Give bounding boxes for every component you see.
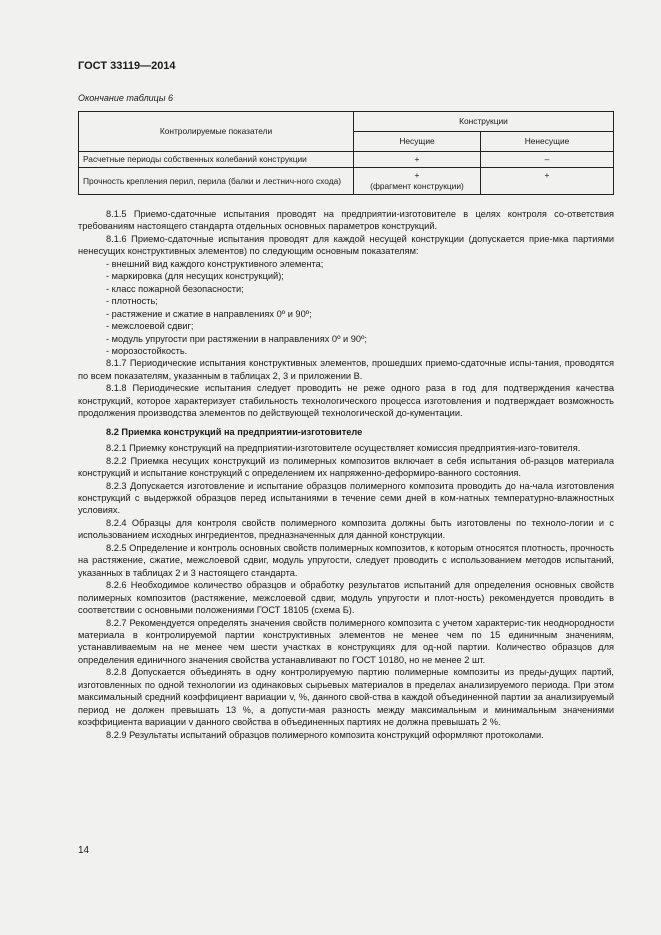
list-item: - модуль упругости при растяжении в направлениях 0º и 90º; xyxy=(106,333,367,344)
row-v1-mark: + xyxy=(414,170,420,180)
paragraph: 8.2.5 Определение и контроль основных свойств полимерных композитов, к которым относятся плотность, прочность на растяжение, сжатие, межслоевой сдвиг, модуль упругости, следует проводить с использованием методов испытаний, указанных в таблицах 2 и 3 настоящего стандарта. xyxy=(78,542,614,578)
list-item: - растяжение и сжатие в направлениях 0º и 90º; xyxy=(106,308,312,319)
section-heading: 8.2 Приемка конструкций на предприятии-изготовителе xyxy=(106,426,363,437)
table-row xyxy=(79,152,614,168)
paragraph: 8.1.8 Периодические испытания следует проводить не реже одного раза в год для подтверждения качества конструкций, которое характеризует стабильность технологического процесса изготовления и подтверждает возможность продолжения производства элементов по действующей технологической до-кументации. xyxy=(78,383,614,419)
list-item: - маркировка (для несущих конструкций); xyxy=(106,271,284,282)
list-item: - класс пожарной безопасности; xyxy=(106,283,244,294)
paragraph: 8.1.7 Периодические испытания конструктивных элементов, прошедших приемо-сдаточные испы-тания, проводятся по всем показателям, указанным в таблицах 2, 3 и приложении В. xyxy=(78,358,614,381)
row-v1-note: (фрагмент конструкции) xyxy=(370,181,464,191)
table-row xyxy=(79,168,614,195)
paragraph: 8.1.5 Приемо-сдаточные испытания проводят на предприятии-изготовителе в целях контроля со-ответствия требованиям настоящего стандарта отдельных основных параметров конструкций. xyxy=(78,209,614,232)
paragraph: 8.1.6 Приемо-сдаточные испытания проводят для каждой несущей конструкции (допускается прие-мка партиями ненесущих конструктивных элементов) по следующим основным показателям: xyxy=(78,233,614,257)
paragraph: 8.2.7 Рекомендуется определять значения свойств полимерного композита с учетом характерис-тик неоднородности материала в контролируемой партии конструктивных элементов не менее чем по 15 единичным значениям, устанавливаемым на не менее чем шести участках в конструкциях для од-ной партии. Количество образцов для определения единичного значения свойства устанавливают по ГОСТ 10180, но не менее 2 шт. xyxy=(78,617,614,665)
row-v2: + xyxy=(481,168,614,195)
list-item: - плотность; xyxy=(106,296,158,307)
list-item: - внешний вид каждого конструктивного элемента; xyxy=(106,258,324,269)
table-caption: Окончание таблицы 6 xyxy=(78,93,173,103)
document-header: ГОСТ 33119—2014 xyxy=(78,60,176,72)
header-group: Конструкции xyxy=(354,112,614,132)
page-number: 14 xyxy=(78,845,90,856)
body-text xyxy=(78,208,614,741)
header-param: Контролируемые показатели xyxy=(79,112,354,152)
list-item: - межслоевой сдвиг; xyxy=(106,321,194,332)
paragraph: 8.2.8 Допускается объединять в одну контролируемую партию полимерные композиты из преды-дущих партий, изготовленных по одной технологии из одинаковых сырьевых материалов в пределах анализируемого периода. При этом максимальный средний коэффициент вариации v, %, данного свой-ства в каждой объединенной партии за анализируемый период не должен превышать 13 %, а допусти-мая разность между максимальным и минимальным значениями коэффициента вариации v данного свойства в объединенных партиях не должна превышать 2 %. xyxy=(78,667,614,728)
paragraph: 8.2.2 Приемка несущих конструкций из полимерных композитов включает в себя испытания об-разцов материала конструкций и испытание конструкций с определением их напряженно-деформиро-ванного состояния. xyxy=(78,455,614,479)
paragraph: 8.2.1 Приемку конструкций на предприятии-изготовителе осуществляет комиссия предприятия-изго-товителя. xyxy=(106,443,581,454)
paragraph: 8.2.9 Результаты испытаний образцов полимерного композита конструкций оформляют протоколами. xyxy=(106,729,544,740)
row-v1: + xyxy=(354,152,481,168)
header-col1: Несущие xyxy=(354,132,481,152)
paragraph: 8.2.4 Образцы для контроля свойств полимерного композита должны быть изготовлены по техноло-логии и с использованием исходных ингредиентов, предназначенных для данной конструкции. xyxy=(78,517,614,541)
row-param: Прочность крепления перил, перила (балки и лестнич-ного схода) xyxy=(79,168,354,195)
paragraph: 8.2.3 Допускается изготовление и испытание образцов полимерного композита проводить до на-чала изготовления конструкций с выдержкой образцов перед испытаниями в течение семи дней в ком-натных температурно-влажностных условиях. xyxy=(78,480,614,516)
header-col2: Ненесущие xyxy=(481,132,614,152)
row-v1 xyxy=(354,168,481,195)
paragraph: 8.2.6 Необходимое количество образцов и обработку результатов испытаний для определения основных свойств полимерных композитов (растяжение, межслоевой сдвиг, модуль упругости и плот-ность) рекомендуется проводить в соответствии с основными положениями ГОСТ 18105 (схема Б). xyxy=(78,580,614,616)
row-v2: – xyxy=(481,152,614,168)
table-6 xyxy=(78,111,614,195)
list-item: - морозостойкость. xyxy=(106,345,188,356)
row-param: Расчетные периоды собственных колебаний конструкции xyxy=(79,152,354,168)
